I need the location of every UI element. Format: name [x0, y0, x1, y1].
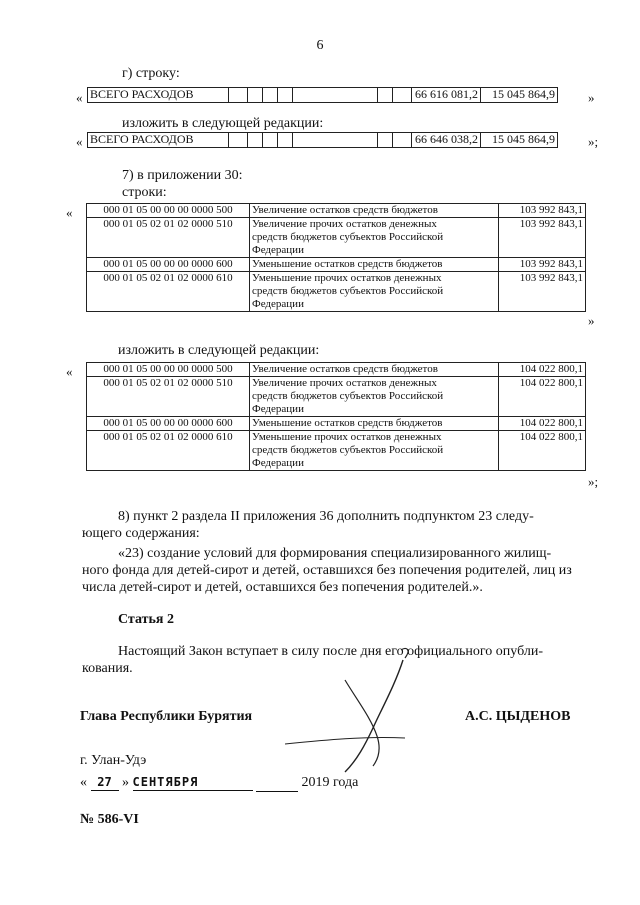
old-row	[87, 218, 586, 258]
budget-code: 000 01 05 00 00 00 0000 500	[87, 363, 250, 377]
rows-label: строки:	[122, 185, 167, 200]
date-day: 27	[91, 774, 119, 791]
head-name: А.С. ЦЫДЕНОВ	[465, 709, 571, 724]
budget-value: 104 022 800,1	[499, 377, 586, 417]
open-quote: «	[66, 364, 73, 379]
budget-description	[250, 218, 499, 258]
law-text-line1: Настоящий Закон вступает в силу после дня его официального опубли-	[118, 644, 544, 659]
budget-code: 000 01 05 02 01 02 0000 510	[87, 218, 250, 258]
item8-quote-line3: числа детей-сирот и детей, оставшихся без попечения родителей.».	[82, 580, 483, 595]
item8-line2: ющего содержания:	[82, 526, 200, 541]
row-label: ВСЕГО РАСХОДОВ	[88, 133, 229, 148]
item8	[82, 508, 592, 542]
head-title: Глава Республики Бурятия	[80, 709, 253, 724]
budget-code: 000 01 05 00 00 00 0000 600	[87, 417, 250, 431]
budget-code: 000 01 05 00 00 00 0000 500	[87, 204, 250, 218]
new-row	[87, 363, 586, 377]
appendix30-table-new	[86, 362, 586, 471]
close-quote: »	[588, 313, 595, 328]
description-line: Федерации	[252, 457, 304, 469]
budget-value: 104 022 800,1	[499, 431, 586, 471]
budget-description	[250, 417, 499, 431]
row-old-value1: 66 616 081,2	[412, 88, 481, 103]
page-number: 6	[316, 38, 324, 53]
expense-row-new	[87, 132, 558, 148]
description-line: средств бюджетов субъектов Российской	[252, 231, 444, 243]
budget-description	[250, 272, 499, 312]
budget-description	[250, 431, 499, 471]
budget-value: 103 992 843,1	[499, 218, 586, 258]
row-old-value2: 15 045 864,9	[481, 88, 558, 103]
new-row	[87, 431, 586, 471]
old-row	[87, 272, 586, 312]
new-row	[87, 417, 586, 431]
budget-description	[250, 377, 499, 417]
article2-heading: Статья 2	[118, 612, 174, 627]
item8-quote	[82, 545, 592, 596]
description-line: Федерации	[252, 244, 304, 256]
open-quote: «	[66, 205, 73, 220]
budget-value: 104 022 800,1	[499, 363, 586, 377]
description-line: Федерации	[252, 403, 304, 415]
description-line: Уменьшение прочих остатков денежных	[252, 272, 442, 284]
city: г. Улан-Удэ	[80, 753, 147, 768]
description-line: Увеличение прочих остатков денежных	[252, 377, 437, 389]
item7: 7) в приложении 30:	[122, 168, 243, 183]
close-quote-semicolon: »;	[588, 474, 599, 489]
budget-description	[250, 258, 499, 272]
description-line: средств бюджетов субъектов Российской	[252, 444, 444, 456]
old-row	[87, 204, 586, 218]
budget-code: 000 01 05 02 01 02 0000 610	[87, 431, 250, 471]
budget-value: 103 992 843,1	[499, 258, 586, 272]
old-row	[87, 258, 586, 272]
budget-description	[250, 204, 499, 218]
budget-value: 104 022 800,1	[499, 417, 586, 431]
date-year: 2019 года	[301, 775, 359, 790]
description-line: Федерации	[252, 298, 304, 310]
date-month: СЕНТЯБРЯ	[133, 774, 253, 791]
law-text-line2: кования.	[82, 661, 133, 676]
open-quote: «	[76, 134, 83, 149]
date-line	[80, 774, 358, 792]
edit-label-2: изложить в следующей редакции:	[118, 343, 320, 358]
item8-line1: 8) пункт 2 раздела II приложения 36 дополнить подпунктом 23 следу-	[118, 509, 534, 524]
description-line: средств бюджетов субъектов Российской	[252, 285, 444, 297]
description-line: Уменьшение остатков средств бюджетов	[252, 417, 443, 429]
date-open-quote: «	[80, 775, 87, 790]
appendix30-table-old	[86, 203, 586, 312]
description-line: Увеличение остатков средств бюджетов	[252, 204, 438, 216]
budget-value: 103 992 843,1	[499, 204, 586, 218]
date-close-quote: »	[122, 775, 129, 790]
edit-label-1: изложить в следующей редакции:	[122, 116, 324, 131]
row-new-value2: 15 045 864,9	[481, 133, 558, 148]
budget-code: 000 01 05 02 01 02 0000 610	[87, 272, 250, 312]
signature-icon	[285, 640, 445, 785]
description-line: Увеличение остатков средств бюджетов	[252, 363, 438, 375]
budget-code: 000 01 05 02 01 02 0000 510	[87, 377, 250, 417]
item8-quote-line1: «23) создание условий для формирования специализированного жилищ-	[118, 546, 552, 561]
row-new-value1: 66 646 038,2	[412, 133, 481, 148]
description-line: Уменьшение остатков средств бюджетов	[252, 258, 443, 270]
budget-code: 000 01 05 00 00 00 0000 600	[87, 258, 250, 272]
row-label: ВСЕГО РАСХОДОВ	[88, 88, 229, 103]
description-line: средств бюджетов субъектов Российской	[252, 390, 444, 402]
close-quote-semicolon: »;	[588, 134, 599, 149]
g-label: г) строку:	[122, 66, 180, 81]
open-quote: «	[76, 90, 83, 105]
new-row	[87, 377, 586, 417]
close-quote: »	[588, 90, 595, 105]
budget-description	[250, 363, 499, 377]
description-line: Увеличение прочих остатков денежных	[252, 218, 437, 230]
expense-row-old	[87, 87, 558, 103]
law-number: № 586-VI	[80, 812, 139, 827]
budget-value: 103 992 843,1	[499, 272, 586, 312]
item8-quote-line2: ного фонда для детей-сирот и детей, оставшихся без попечения родителей, лиц из	[82, 563, 572, 578]
description-line: Уменьшение прочих остатков денежных	[252, 431, 442, 443]
